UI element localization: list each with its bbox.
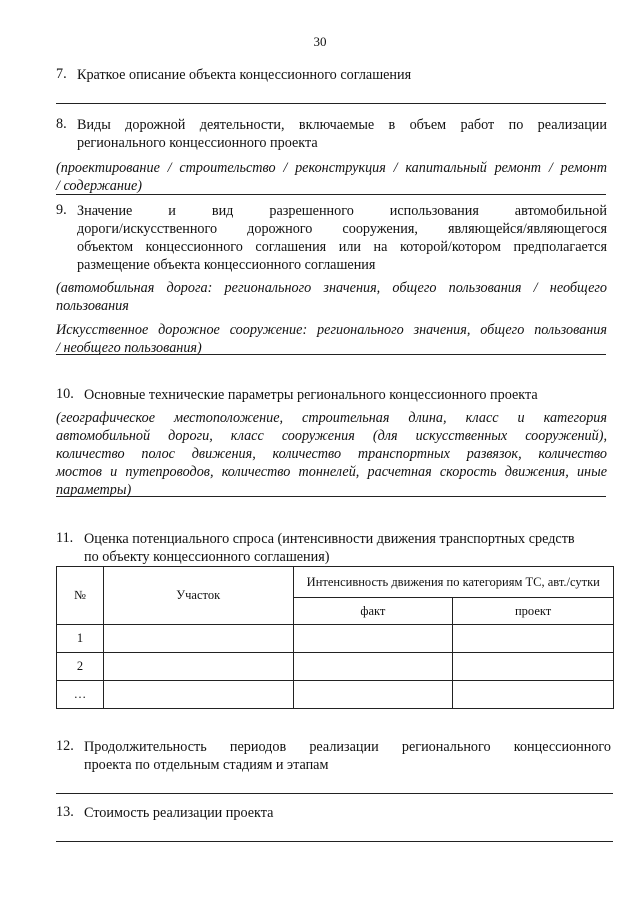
table-header-intensity: Интенсивность движения по категориям ТС, авт./сутки bbox=[293, 567, 613, 598]
section-9-line-2: дороги/искусственного дорожного сооружения, являющейся/являющегося bbox=[77, 221, 607, 237]
section-11-line-2: по объекту концессионного соглашения) bbox=[84, 549, 330, 565]
section-8-line-2: регионального концессионного проекта bbox=[77, 135, 318, 151]
section-12-line-2: проекта по отдельным стадиям и этапам bbox=[84, 757, 329, 773]
section-7-fill-line bbox=[56, 103, 606, 104]
demand-table bbox=[56, 566, 614, 709]
section-8-hint-1: (проектирование / строительство / реконструкция / капитальный ремонт / ремонт bbox=[56, 160, 607, 176]
table-header-fact: факт bbox=[293, 598, 453, 625]
section-10-hint-1: (географическое местоположение, строительная длина, класс и категория bbox=[56, 410, 607, 426]
section-9-hint-a-2: пользования bbox=[56, 298, 129, 314]
section-13-number: 13. bbox=[56, 804, 74, 820]
section-11-line-1: Оценка потенциального спроса (интенсивности движения транспортных средств bbox=[84, 531, 575, 547]
section-9-line-1: Значение и вид разрешенного использования автомобильной bbox=[77, 203, 607, 219]
section-7-number: 7. bbox=[56, 66, 67, 82]
section-10-hint-2: автомобильной дороги, класс сооружения (для искусственных сооружений), bbox=[56, 428, 607, 444]
table-cell bbox=[293, 681, 453, 709]
page-number: 30 bbox=[313, 34, 327, 49]
table-cell bbox=[453, 681, 614, 709]
section-9-fill-line bbox=[56, 354, 606, 355]
section-10-hint-3: количество полос движения, количество транспортных развязок, количество bbox=[56, 446, 607, 462]
table-cell bbox=[453, 625, 614, 653]
section-8-hint-2: / содержание) bbox=[56, 178, 142, 194]
table-cell bbox=[103, 625, 293, 653]
table-cell bbox=[293, 653, 453, 681]
section-12-line-1: Продолжительность периодов реализации регионального концессионного bbox=[84, 739, 611, 755]
section-9-hint-b-2: / необщего пользования) bbox=[56, 340, 202, 356]
section-11-number: 11. bbox=[56, 530, 74, 546]
table-row bbox=[57, 625, 614, 653]
table-row-number: … bbox=[57, 681, 104, 709]
section-10-fill-line bbox=[56, 496, 606, 497]
table-cell bbox=[103, 653, 293, 681]
section-8-fill-line bbox=[56, 194, 606, 195]
table-header-project: проект bbox=[453, 598, 614, 625]
section-9-line-3: объектом концессионного соглашения или на которой/котором предполагается bbox=[77, 239, 607, 255]
section-7-title: Краткое описание объекта концессионного соглашения bbox=[77, 67, 412, 83]
section-10-hint-4: мостов и путепроводов, количество тоннелей, расчетная скорость движения, иные bbox=[56, 464, 607, 480]
section-10-title: Основные технические параметры регионального концессионного проекта bbox=[84, 387, 538, 403]
table-header-number: № bbox=[57, 567, 104, 625]
section-9-hint-a-1: (автомобильная дорога: регионального значения, общего пользования / необщего bbox=[56, 280, 607, 296]
section-10-number: 10. bbox=[56, 386, 74, 402]
table-row-number: 2 bbox=[57, 653, 104, 681]
section-9-number: 9. bbox=[56, 202, 67, 218]
section-9-line-4: размещение объекта концессионного соглашения bbox=[77, 257, 376, 273]
section-12-number: 12. bbox=[56, 738, 74, 754]
section-10-hint-5: параметры) bbox=[56, 482, 132, 498]
table-cell bbox=[293, 625, 453, 653]
table-cell bbox=[453, 653, 614, 681]
section-8-number: 8. bbox=[56, 116, 67, 132]
table-cell bbox=[103, 681, 293, 709]
table-row-number: 1 bbox=[57, 625, 104, 653]
table-header-section: Участок bbox=[103, 567, 293, 625]
section-13-fill-line bbox=[56, 841, 613, 842]
table-row bbox=[57, 653, 614, 681]
table-row bbox=[57, 681, 614, 709]
section-8-line-1: Виды дорожной деятельности, включаемые в объем работ по реализации bbox=[77, 117, 607, 133]
section-12-fill-line bbox=[56, 793, 613, 794]
section-13-title: Стоимость реализации проекта bbox=[84, 805, 274, 821]
section-9-hint-b-1: Искусственное дорожное сооружение: регионального значения, общего пользования bbox=[56, 322, 607, 338]
